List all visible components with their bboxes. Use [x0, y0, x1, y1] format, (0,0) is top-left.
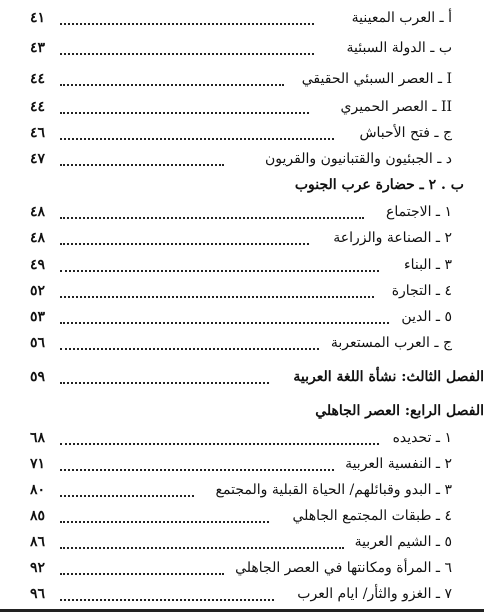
- toc-page-number: ٩٢: [30, 560, 46, 576]
- toc-entry-title: ٤ ـ طبقات المجتمع الجاهلي: [286, 505, 452, 527]
- toc-chapter-title: الفصل الرابع: العصر الجاهلي: [309, 400, 484, 422]
- toc-entry-title: ١ ـ تحديده: [387, 427, 452, 449]
- toc-page-number: ٥٣: [30, 309, 46, 325]
- toc-entry-minor-kingdoms: [30, 148, 484, 172]
- toc-entry-abyssinian-conquest: [30, 122, 484, 146]
- toc-entry-definition: [30, 427, 484, 451]
- toc-entry-title: ٧ ـ الغزو والثأر/ ايام العرب: [291, 583, 452, 605]
- toc-entry-title: ٢ ـ الصناعة والزراعة: [327, 227, 452, 249]
- toc-page-number: ٨٥: [30, 508, 46, 524]
- leader-dots: [60, 469, 334, 471]
- toc-entry-social-classes: [30, 505, 484, 529]
- leader-dots: [60, 382, 269, 384]
- toc-page-number: ٥٩: [30, 369, 46, 385]
- toc-entry-title: د ـ الجبئيون والقتبانيون والقريون: [259, 148, 452, 170]
- toc-entry-industry-agriculture: [30, 227, 484, 251]
- leader-dots: [60, 164, 224, 166]
- toc-entry-society: [30, 201, 484, 225]
- toc-entry-arab-psyche: [30, 453, 484, 477]
- leader-dots: [60, 495, 194, 497]
- toc-page-number: ٥٦: [30, 335, 46, 351]
- toc-page-number: ٥٢: [30, 283, 46, 299]
- toc-page-number: ٤٩: [30, 257, 46, 273]
- toc-entry-title: ٦ ـ المرأة ومكانتها في العصر الجاهلي: [229, 557, 452, 579]
- toc-entry-raids-vendetta: [30, 583, 484, 607]
- leader-dots: [60, 23, 314, 25]
- toc-page-number: ٤١: [30, 10, 46, 26]
- toc-entry-title: ٢ ـ النفسية العربية: [339, 453, 452, 475]
- toc-entry-title: ج ـ فتح الأحباش: [353, 122, 452, 144]
- toc-page-number: ٧١: [30, 456, 46, 472]
- leader-dots: [60, 443, 379, 445]
- leader-dots: [60, 296, 374, 298]
- toc-page-number: ٤٦: [30, 125, 46, 141]
- toc-page-number: ٤٨: [30, 204, 46, 220]
- leader-dots: [60, 112, 309, 114]
- toc-entry-construction: [30, 254, 484, 278]
- toc-entry-arabized-arabs: [30, 332, 484, 356]
- toc-heading-title: ب . ٢ ـ حضارة عرب الجنوب: [289, 174, 464, 196]
- toc-chapter-three: [30, 366, 484, 390]
- leader-dots: [60, 217, 364, 219]
- toc-entry-arab-virtues: [30, 531, 484, 555]
- toc-page-number: ٤٨: [30, 230, 46, 246]
- toc-entry-true-sabaean-era: [30, 68, 484, 92]
- toc-page-number: ٦٨: [30, 430, 46, 446]
- toc-entry-bedouins-tribes: [30, 479, 484, 503]
- toc-entry-title: ج ـ العرب المستعربة: [325, 332, 452, 354]
- leader-dots: [60, 547, 344, 549]
- toc-entry-title: ١ ـ الاجتماع: [380, 201, 452, 223]
- toc-chapter-four: [30, 400, 484, 424]
- toc-entry-trade: [30, 280, 484, 304]
- toc-entry-title: ب ـ الدولة السبئية: [341, 37, 453, 59]
- leader-dots: [60, 573, 224, 575]
- toc-page-number: ٩٦: [30, 586, 46, 602]
- toc-entry-religion: [30, 306, 484, 330]
- toc-chapter-title: الفصل الثالث: نشأة اللغة العربية: [287, 366, 484, 388]
- leader-dots: [60, 243, 309, 245]
- toc-entry-women-status: [30, 557, 484, 581]
- leader-dots: [60, 53, 314, 55]
- toc-entry-title: ٣ ـ البناء: [398, 254, 452, 276]
- leader-dots: [60, 322, 389, 324]
- toc-page-number: ٤٤: [30, 99, 46, 115]
- toc-page-number: ٤٣: [30, 40, 46, 56]
- toc-entry-title: I ـ العصر السبئي الحقيقي: [296, 68, 452, 90]
- leader-dots: [60, 521, 269, 523]
- leader-dots: [60, 138, 334, 140]
- toc-entry-himyarite-era: [30, 96, 484, 120]
- toc-entry-title: ٥ ـ الدين: [395, 306, 452, 328]
- leader-dots: [60, 270, 379, 272]
- toc-entry-title: ٥ ـ الشيم العربية: [349, 531, 452, 553]
- toc-page-number: ٨٠: [30, 482, 46, 498]
- leader-dots: [60, 348, 319, 350]
- toc-entry-title: II ـ العصر الحميري: [335, 96, 452, 118]
- toc-page-number: ٤٧: [30, 151, 46, 167]
- leader-dots: [60, 84, 284, 86]
- toc-entry-ma-inian: [30, 7, 484, 31]
- toc-entry-sabaean-state: [30, 37, 484, 61]
- toc-entry-title: أ ـ العرب المعينية: [346, 7, 452, 29]
- toc-entry-title: ٤ ـ التجارة: [386, 280, 452, 302]
- toc-page-number: ٤٤: [30, 71, 46, 87]
- leader-dots: [60, 599, 274, 601]
- toc-page-number: ٨٦: [30, 534, 46, 550]
- toc-heading-south-arab-civilization: [30, 174, 484, 198]
- toc-entry-title: ٣ ـ البدو وقبائلهم/ الحياة القبلية والمجتمع: [210, 479, 452, 501]
